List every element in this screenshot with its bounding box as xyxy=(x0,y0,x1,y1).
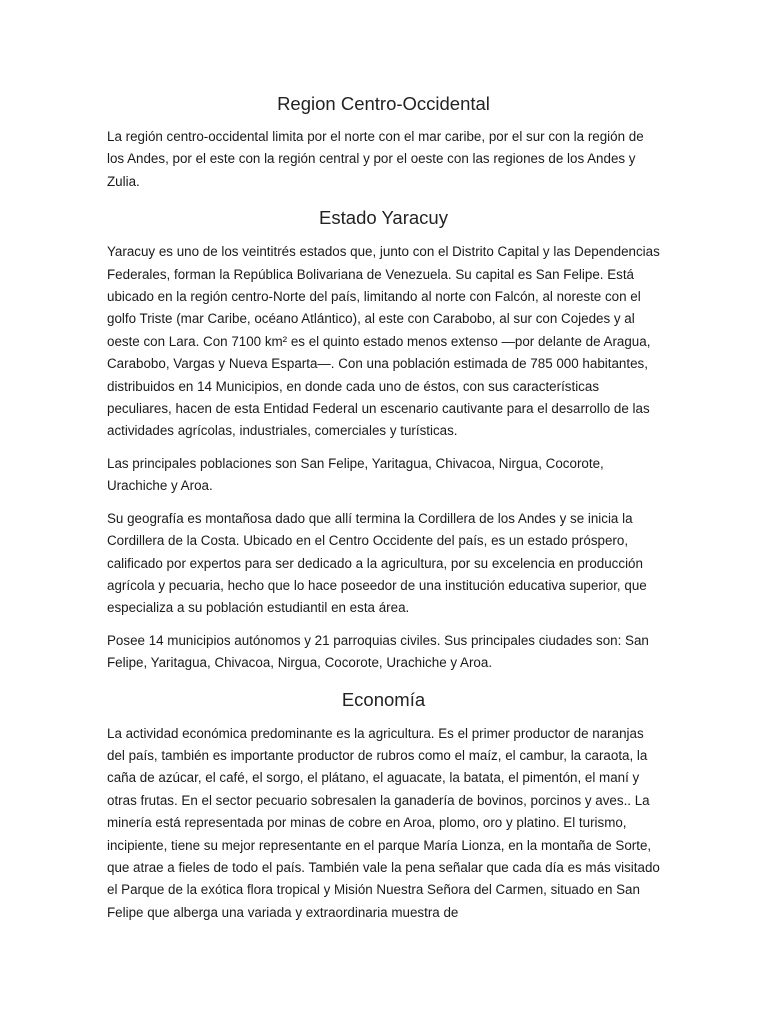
economia-paragraph-1: La actividad económica predominante es la agricultura. Es el primer productor de naranjas del país, también es importante productor de rubros como el maíz, el cambur, la caraota, la caña de azúcar, el café, el sorgo, el plátano, el aguacate, la batata, el pimentón, el maní y otras frutas. En el sector pecuario sobresalen la ganadería de bovinos, porcinos y aves.. La minería está representada por minas de cobre en Aroa, plomo, oro y platino. El turismo, incipiente, tiene su mejor representante en el parque María Lionza, en la montaña de Sorte, que atrae a fieles de todo el país. También vale la pena señalar que cada día es más visitado el Parque de la exótica flora tropical y Misión Nuestra Señora del Carmen, situado en San Felipe que alberga una variada y extraordinaria muestra de xyxy=(107,725,660,920)
yaracuy-paragraph-3: Su geografía es montañosa dado que allí termina la Cordillera de los Andes y se inicia la Cordillera de la Costa. Ubicado en el Centro Occidente del país, es un estado próspero, calificado por expertos para ser dedicado a la agricultura, por su excelencia en producción agrícola y pecuaria, hecho que lo hace poseedor de una institución educativa superior, que especializa a su población estudiantil en esta área. xyxy=(107,510,647,616)
yaracuy-paragraph-1: Yaracuy es uno de los veintitrés estados que, junto con el Distrito Capital y las Dependencias Federales, forman la República Bolivariana de Venezuela. Su capital es San Felipe. Está ubicado en la región centro-Norte del país, limitando al norte con Falcón, al noreste con el golfo Triste (mar Caribe, océano Atlántico), al este con Carabobo, al sur con Cojedes y al oeste con Lara. Con 7100 km² es el quinto estado menos extenso —por delante de Aragua, Carabobo, Vargas y Nueva Esparta—. Con una población estimada de 785 000 habitantes, distribuidos en 14 Municipios, en donde cada uno de éstos, con sus características peculiares, hacen de esta Entidad Federal un escenario cautivante para el desarrollo de las actividades agrícolas, industriales, comerciales y turísticas. xyxy=(107,244,660,439)
section-heading-economia: Economía xyxy=(341,688,426,710)
intro-paragraph: La región centro-occidental limita por el norte con el mar caribe, por el sur con la región de los Andes, por el este con la región central y por el oeste con las regiones de los Andes y Zulia. xyxy=(107,129,644,189)
yaracuy-paragraph-2: Las principales poblaciones son San Felipe, Yaritagua, Chivacoa, Nirgua, Cocorote, Urachiche y Aroa. xyxy=(107,455,604,494)
yaracuy-paragraph-4: Posee 14 municipios autónomos y 21 parroquias civiles. Sus principales ciudades son: San Felipe, Yaritagua, Chivacoa, Nirgua, Cocorote, Urachiche y Aroa. xyxy=(107,632,649,671)
document-title: Region Centro-Occidental xyxy=(277,93,490,114)
section-heading-yaracuy: Estado Yaracuy xyxy=(319,207,448,229)
document-body xyxy=(107,88,660,934)
